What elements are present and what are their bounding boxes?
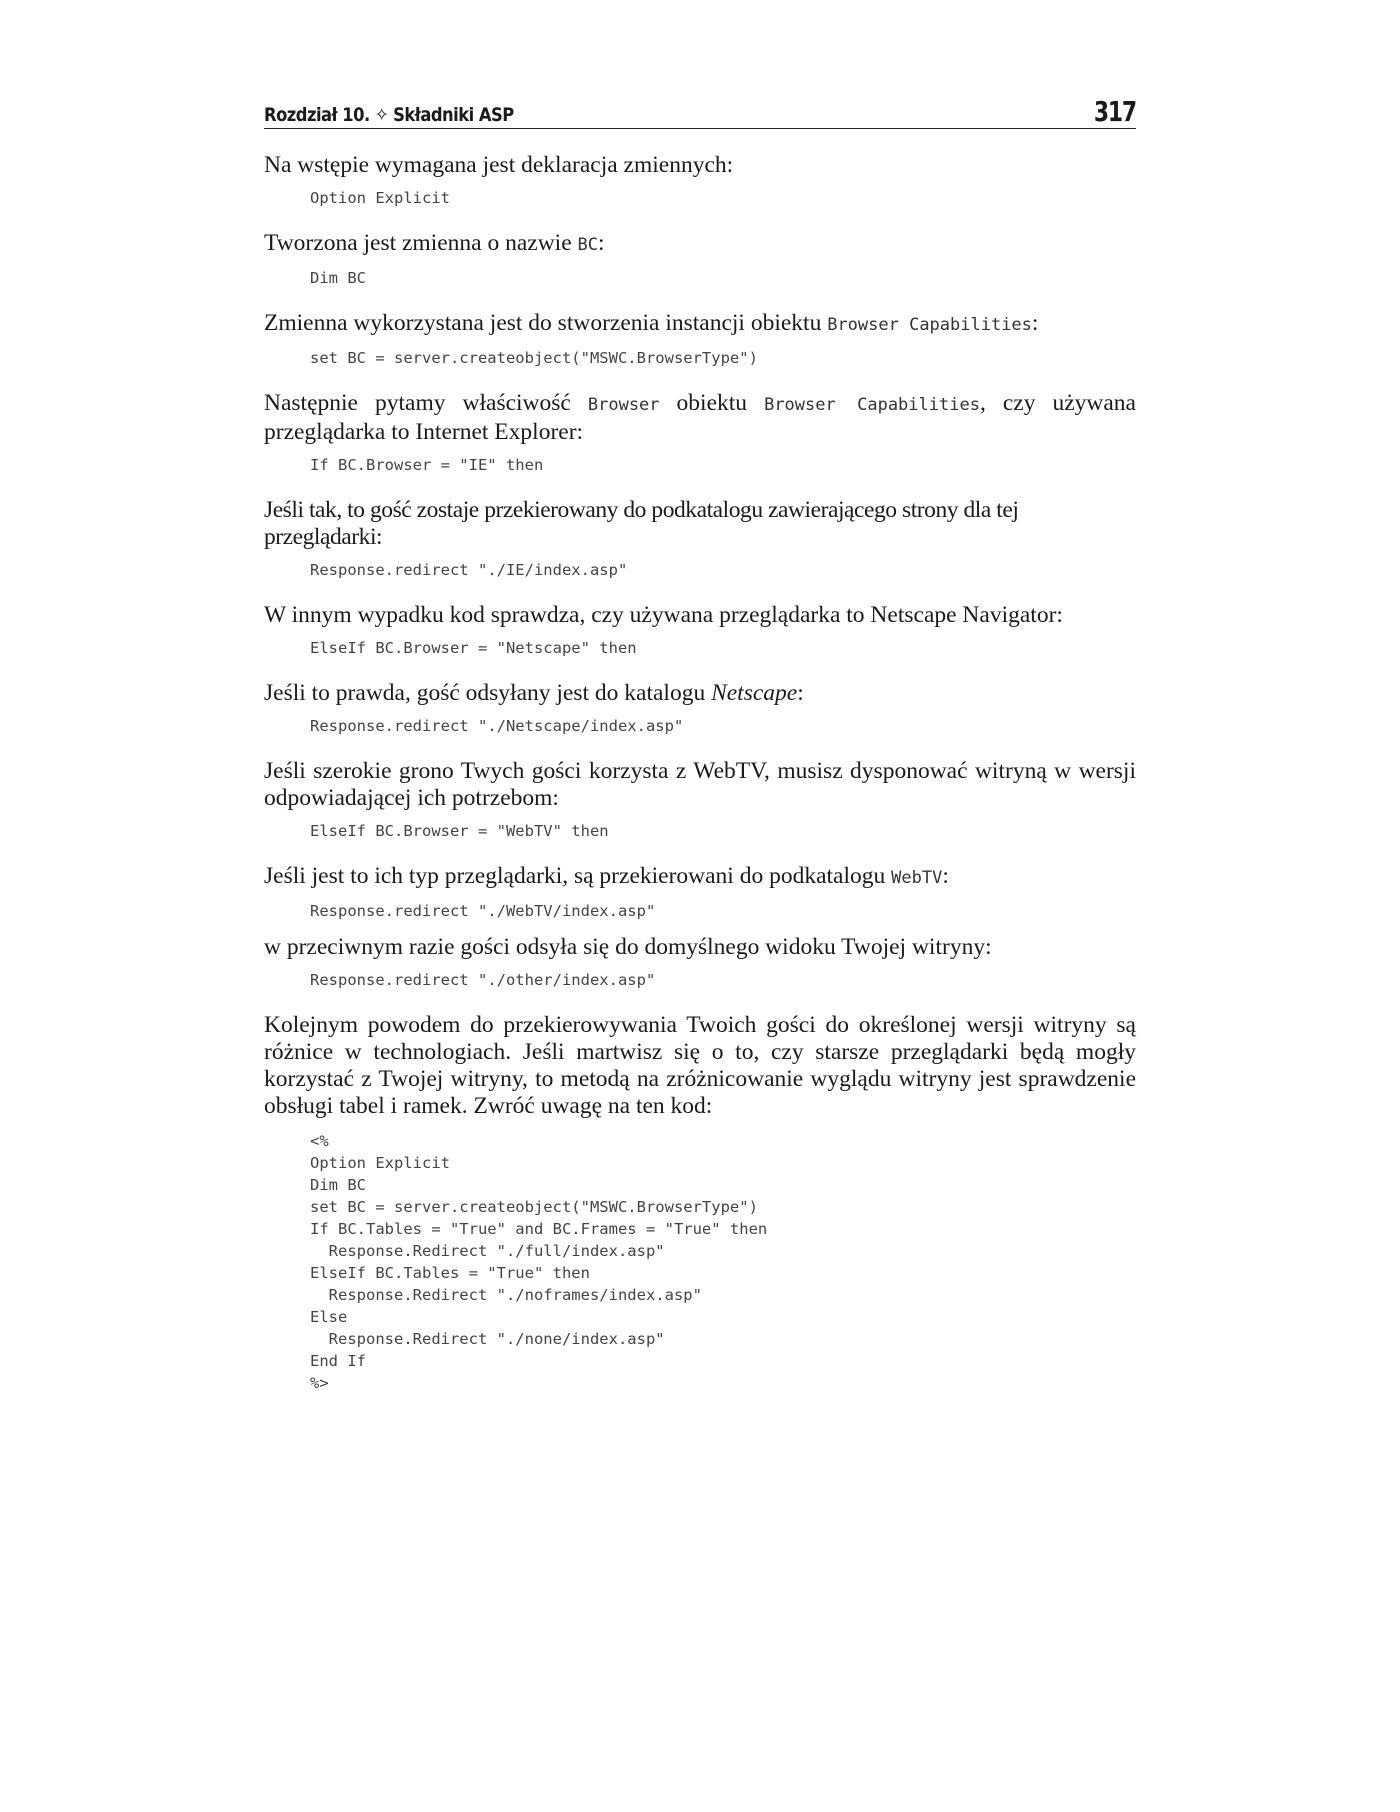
italic-term: Netscape (711, 680, 798, 706)
book-page (264, 92, 1136, 1394)
code-block-8: ElseIf BC.Browser = "WebTV" then (310, 822, 609, 840)
paragraph-11: Kolejnym powodem do przekierowywania Twoich gości do określonej wersji witryny są różnice w technologiach. Jeśli martwisz się o to, czy starsze przeglądarki będą mogły korzystać z Twojej witryny, to metodą na zróżnicowanie wyglądu witryny jest sprawdzenie obsługi tabel i ramek. Zwróć uwagę na ten kod: (264, 1012, 1136, 1119)
paragraph-2-text: Tworzona jest zmienna o nazwie (264, 230, 578, 256)
code-block-10: Response.redirect "./other/index.asp" (310, 971, 656, 989)
paragraph-1: Na wstępie wymagana jest deklaracja zmiennych: (264, 152, 734, 178)
paragraph-3-end: : (1031, 310, 1039, 336)
inline-code: Browser (587, 395, 660, 415)
paragraph-4 (264, 390, 1136, 446)
paragraph-9-end: : (942, 863, 949, 889)
paragraph-9 (264, 863, 1136, 892)
code-block-9: Response.redirect "./WebTV/index.asp" (310, 902, 656, 920)
code-block-11: <% Option Explicit Dim BC set BC = server.createobject("MSWC.BrowserType") If BC.Tables = "True" and BC.Frames = "True" then Response.Redirect "./full/index.asp" ElseIf BC.Tables = "True" then Response.Redirect "./noframes/index.asp" Else Response.Redirect "./none/index.asp" End If %> (310, 1132, 768, 1392)
code-block-2: Dim BC (310, 269, 366, 287)
paragraph-7 (264, 680, 1136, 707)
paragraph-7-end: : (797, 680, 804, 706)
paragraph-2-end: : (598, 230, 605, 256)
page-number: 317 (1093, 95, 1136, 128)
paragraph-6: W innym wypadku kod sprawdza, czy używana przeglądarka to Netscape Navigator: (264, 602, 1063, 628)
chapter-title: Rozdział 10. ✧ Składniki ASP (264, 104, 514, 126)
paragraph-5: Jeśli tak, to gość zostaje przekierowany do podkatalogu zawierającego strony dla tej przeglądarki: (264, 497, 1019, 550)
inline-code: Browser Capabilities (764, 395, 980, 415)
code-block-6: ElseIf BC.Browser = "Netscape" then (310, 639, 637, 657)
paragraph-10: w przeciwnym razie gości odsyła się do domyślnego widoku Twojej witryny: (264, 934, 992, 960)
code-block-7: Response.redirect "./Netscape/index.asp" (310, 717, 684, 735)
paragraph-4-text-b: obiektu (659, 390, 765, 416)
inline-code: Browser Capabilities (827, 315, 1032, 335)
inline-code: BC (577, 235, 599, 255)
code-block-5: Response.redirect "./IE/index.asp" (310, 561, 628, 579)
paragraph-4-text-a: Następnie pytamy właściwość (264, 390, 588, 416)
code-block-3: set BC = server.createobject("MSWC.BrowserType") (310, 349, 758, 367)
running-header (264, 92, 1136, 129)
paragraph-8: Jeśli szerokie grono Twych gości korzysta z WebTV, musisz dysponować witryną w wersji odpowiadającej ich potrzebom: (264, 758, 1136, 811)
code-block-4: If BC.Browser = "IE" then (310, 456, 544, 474)
paragraph-2 (264, 230, 1136, 259)
paragraph-3 (264, 310, 1136, 339)
paragraph-4-text-c: , czy używana przeglądarka to Internet Explorer: (264, 390, 1136, 445)
inline-code: WebTV (891, 868, 943, 888)
paragraph-3-text: Zmienna wykorzystana jest do stworzenia instancji obiektu (264, 310, 828, 336)
paragraph-7-text: Jeśli to prawda, gość odsyłany jest do katalogu (264, 680, 712, 706)
paragraph-9-text: Jeśli jest to ich typ przeglądarki, są przekierowani do podkatalogu (264, 863, 892, 889)
code-block-1: Option Explicit (310, 189, 450, 207)
